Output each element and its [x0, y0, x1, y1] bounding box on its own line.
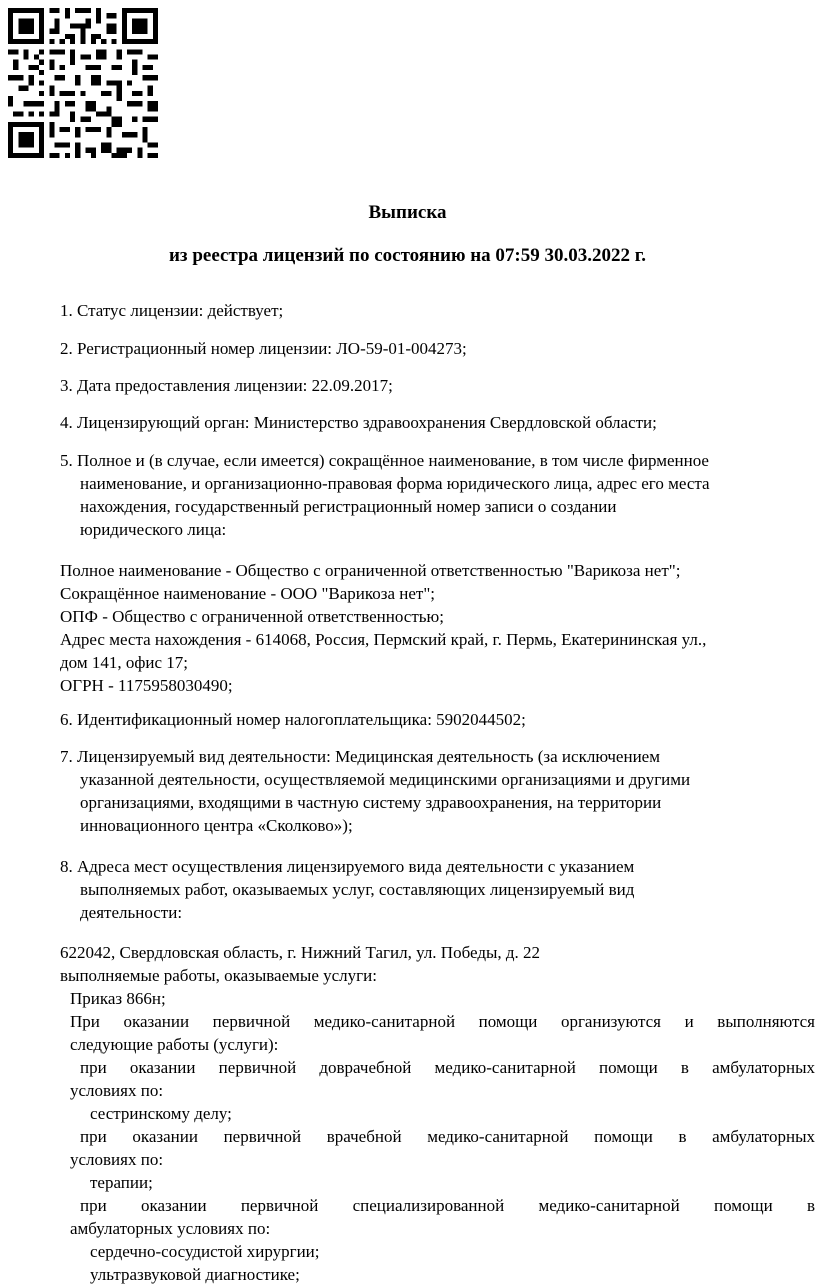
- prevrach-care-line: условиях по:: [70, 1081, 164, 1100]
- license-status: 1. Статус лицензии: действует;: [60, 301, 284, 320]
- spec-care-line: амбулаторных условиях по:: [70, 1219, 271, 1238]
- item-7-line: 7. Лицензируемый вид деятельности: Медицинская деятельность (за исключением: [60, 747, 660, 766]
- item-5-line: наименование, и организационно-правовая форма юридического лица, адрес его места: [80, 474, 710, 493]
- item-5-line: юридического лица:: [80, 520, 227, 539]
- item-7-line: указанной деятельности, осуществляемой медицинскими организациями и другими: [80, 770, 691, 789]
- org-legal-form: ОПФ - Общество с ограниченной ответственностью;: [60, 607, 444, 626]
- license-reg-number: 2. Регистрационный номер лицензии: ЛО-59-01-004273;: [60, 339, 467, 358]
- vrach-care-line: условиях по:: [70, 1150, 164, 1169]
- qr-code: [8, 8, 158, 158]
- item-5: [60, 449, 815, 541]
- document-title: Выписка: [368, 202, 447, 223]
- works-label: выполняемые работы, оказываемые услуги:: [60, 966, 377, 985]
- service-item: сердечно-сосудистой хирургии;: [90, 1242, 320, 1261]
- org-short-name: Сокращённое наименование - ООО "Варикоза нет";: [60, 584, 436, 603]
- item-7-line: инновационного центра «Сколково»);: [80, 816, 353, 835]
- address-block: [60, 941, 815, 1286]
- license-authority: 4. Лицензирующий орган: Министерство здравоохранения Свердловской области;: [60, 413, 657, 432]
- organization-details: [60, 559, 815, 697]
- item-7-line: организациями, входящими в частную систему здравоохранения, на территории: [80, 793, 662, 812]
- prevrach-care-line: при оказании первичной доврачебной медико-санитарной помощи в амбулаторных: [80, 1058, 815, 1077]
- item-8: [60, 855, 815, 924]
- spec-care-line: при оказании первичной специализированной медико-санитарной помощи в: [80, 1196, 815, 1215]
- item-5-line: 5. Полное и (в случае, если имеется) сокращённое наименование, в том числе фирменное: [60, 451, 709, 470]
- service-item: ультразвуковой диагностике;: [90, 1265, 300, 1284]
- org-address-cont: дом 141, офис 17;: [60, 653, 188, 672]
- item-8-line: 8. Адреса мест осуществления лицензируемого вида деятельности с указанием: [60, 857, 635, 876]
- org-ogrn: ОГРН - 1175958030490;: [60, 676, 233, 695]
- item-7: [60, 745, 815, 837]
- service-item: сестринскому делу;: [90, 1104, 232, 1123]
- primary-care-line: следующие работы (услуги):: [70, 1035, 279, 1054]
- order-ref: Приказ 866н;: [70, 989, 166, 1008]
- inn: 6. Идентификационный номер налогоплательщика: 5902044502;: [60, 710, 526, 729]
- service-item: терапии;: [90, 1173, 153, 1192]
- item-8-line: выполняемых работ, оказываемых услуг, составляющих лицензируемый вид: [80, 880, 635, 899]
- license-date: 3. Дата предоставления лицензии: 22.09.2017;: [60, 376, 393, 395]
- primary-care-line: При оказании первичной медико-санитарной помощи организуются и выполняются: [70, 1012, 815, 1031]
- vrach-care-line: при оказании первичной врачебной медико-санитарной помощи в амбулаторных: [80, 1127, 815, 1146]
- org-address: Адрес места нахождения - 614068, Россия, Пермский край, г. Пермь, Екатерининская ул.,: [60, 630, 707, 649]
- item-5-line: нахождения, государственный регистрационный номер записи о создании: [80, 497, 617, 516]
- org-full-name: Полное наименование - Общество с ограниченной ответственностью "Варикоза нет";: [60, 561, 681, 580]
- document-subtitle: из реестра лицензий по состоянию на 07:59 30.03.2022 г.: [168, 245, 646, 266]
- activity-address: 622042, Свердловская область, г. Нижний Тагил, ул. Победы, д. 22: [60, 943, 541, 962]
- item-8-line: деятельности:: [80, 903, 183, 922]
